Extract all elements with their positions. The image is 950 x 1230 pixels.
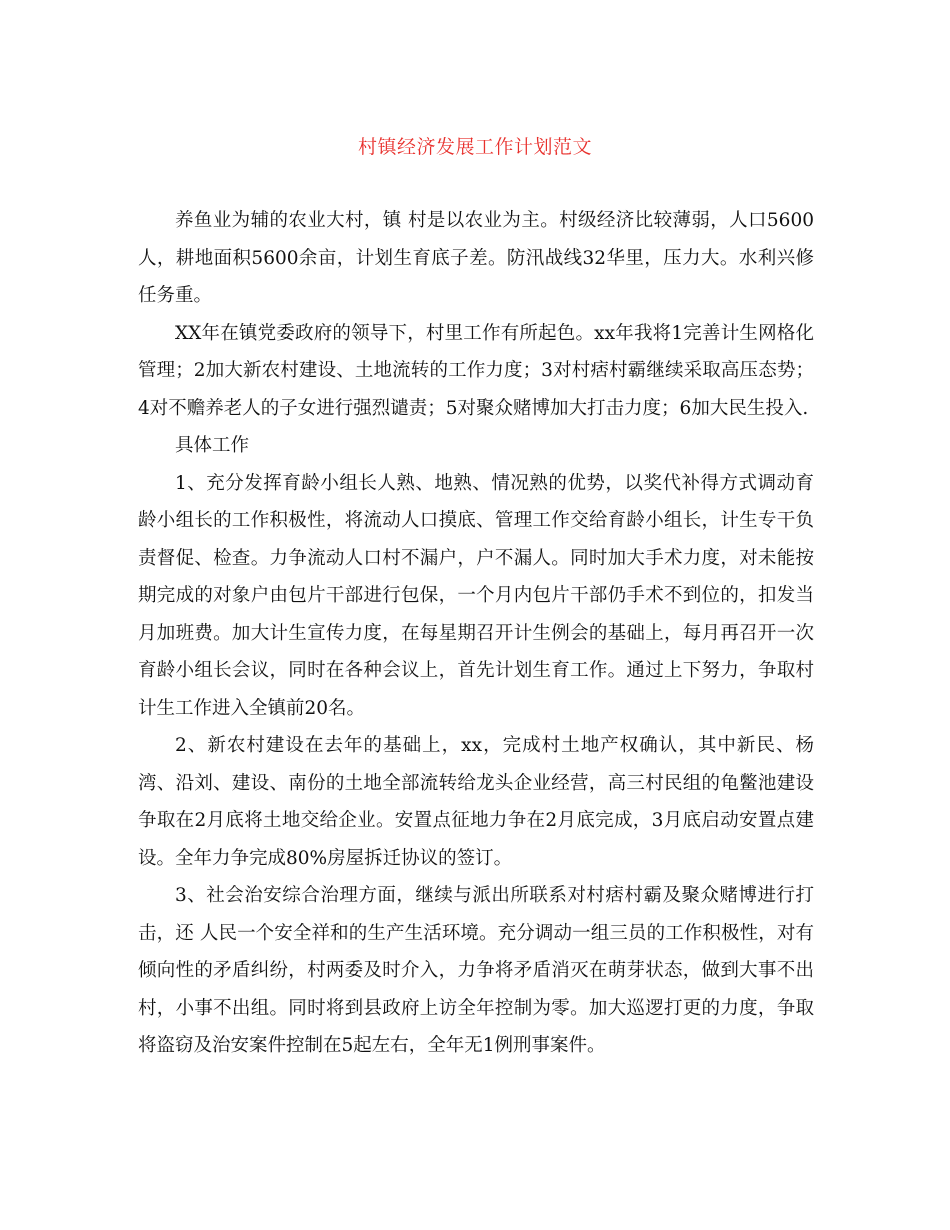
paragraph-item-3-public-security: 3、社会治安综合治理方面，继续与派出所联系对村痞村霸及聚众赌博进行打击，还 人民一个安全祥和的生产生活环境。充分调动一组三员的工作积极性，对有倾向性的矛盾纠纷，村两委及时介入，力争将矛盾消灭在萌芽状态，做到大事不出村，小事不出组。同时将到县政府上访全年控制为零。加大巡逻打更的力度，争取将盗窃及治安案件控制在5起左右，全年无1例刑事案件。 <box>138 885 814 1056</box>
document-body <box>138 202 814 1065</box>
paragraph-intro: 养鱼业为辅的农业大村，镇 村是以农业为主。村级经济比较薄弱，人口5600人，耕地面积5600余亩，计划生育底子差。防汛战线32华里，压力大。水利兴修任务重。 <box>138 210 814 306</box>
paragraph-item-1-family-planning: 1、充分发挥育龄小组长人熟、地熟、情况熟的优势，以奖代补得方式调动育龄小组长的工作积极性，将流动人口摸底、管理工作交给育龄小组长，计生专干负责督促、检查。力争流动人口村不漏户，户不漏人。同时加大手术力度，对未能按期完成的对象户由包片干部进行包保，一个月内包片干部仍手术不到位的，扣发当月加班费。加大计生宣传力度，在每星期召开计生例会的基础上，每月再召开一次育龄小组长会议，同时在各种会议上，首先计划生育工作。通过上下努力，争取村计生工作进入全镇前20名。 <box>138 472 814 719</box>
paragraph-item-2-new-countryside: 2、新农村建设在去年的基础上，xx，完成村土地产权确认，其中新民、杨湾、沿刘、建设、南份的土地全部流转给龙头企业经营，高三村民组的龟鳖池建设争取在2月底将土地交给企业。安置点征地力争在2月底完成，3月底启动安置点建设。全年力争完成80%房屋拆迁协议的签订。 <box>138 735 814 869</box>
document-title: 村镇经济发展工作计划范文 <box>357 136 592 158</box>
section-heading-specific-work: 具体工作 <box>175 435 250 456</box>
paragraph-plan-overview: XX年在镇党委政府的领导下，村里工作有所起色。xx年我将1完善计生网格化管理；2加大新农村建设、土地流转的工作力度；3对村痞村霸继续采取高压态势；4对不赡养老人的子女进行强烈谴责；5对聚众赌博加大打击力度；6加大民生投入. <box>138 322 814 419</box>
